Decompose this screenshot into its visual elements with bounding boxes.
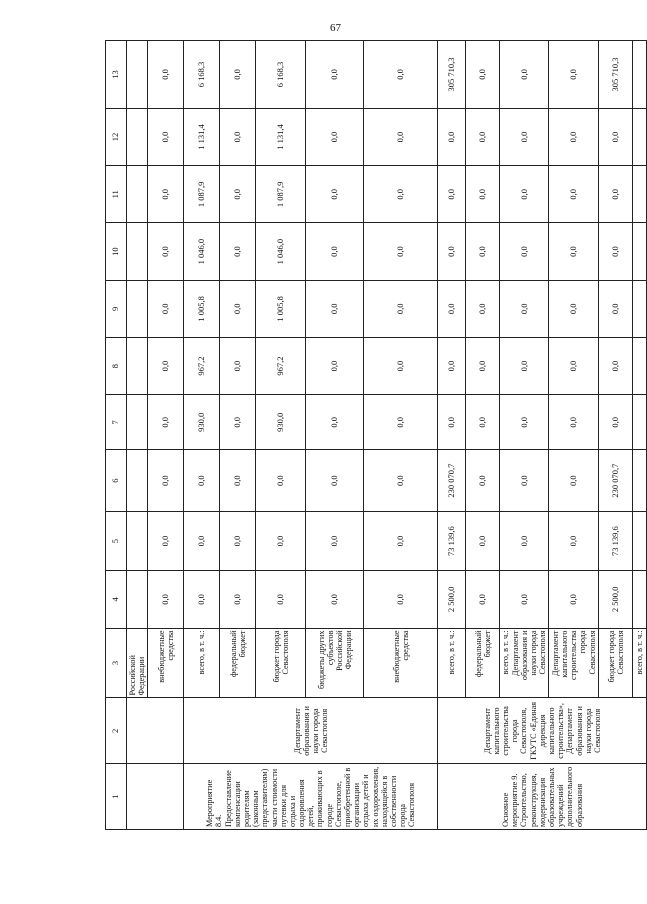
page-number: 67 [330,22,341,34]
value-cell: 0,0 [466,280,500,337]
value-cell: 1 005,8 [184,280,220,337]
value-cell: 0,0 [599,108,633,165]
value-cell: 0,0 [256,450,306,512]
value-cell: 0,0 [220,108,256,165]
value-cell: 0,0 [364,41,438,109]
value-cell: 0,0 [148,108,184,165]
value-cell: 2 500,0 [438,571,466,628]
empty-cell [127,764,184,830]
value-cell: 0,0 [500,41,549,109]
value-cell: 967,2 [184,337,220,394]
budget-table [105,40,647,830]
event-name-cell: Мероприятие 8.4. Предоставление компенсации родителям (законным представителям) части стоимости путевки для отдыха и оздоровления детей, проживающих в городе Севастополе, приобретенной в организации отдыха детей и их оздоровления, находящейся в собственности города Севастополя [184,764,438,830]
value-cell: 0,0 [184,571,220,628]
value-cell: 0,0 [438,166,466,223]
value-cell: 305 710,3 [438,41,466,109]
value-cell: 73 139,6 [599,511,633,570]
value-cell: 0,0 [549,511,599,570]
value-cell: 0,0 [466,337,500,394]
value-cell: 0,0 [220,571,256,628]
value-cell: 1 005,8 [256,280,306,337]
value-cell: 0,0 [549,337,599,394]
value-cell: 0,0 [549,108,599,165]
source-cell: всего, в т. ч.: [438,628,466,698]
value-cell: 1 087,9 [256,166,306,223]
value-cell: 1 087,9 [184,166,220,223]
value-cell: 0,0 [364,223,438,280]
value-cell: 0,0 [549,571,599,628]
value-cell: 0,0 [306,395,364,450]
value-cell: 0,0 [306,280,364,337]
header-col-7: 7 [106,395,127,450]
value-cell: 0,0 [306,223,364,280]
source-cell: Департамент капитального строительства города Севастополя [549,628,599,698]
value-cell: 930,0 [184,395,220,450]
header-col-10: 10 [106,223,127,280]
value-cell: 0,0 [549,223,599,280]
value-cell: 0,0 [466,511,500,570]
value-cell: 0,0 [220,280,256,337]
value-cell: 1 131,4 [256,108,306,165]
value-cell: 0,0 [438,395,466,450]
value-cell: 0,0 [220,337,256,394]
value-cell: 0,0 [599,223,633,280]
budget-table-rotated [105,40,645,830]
value-cell: 0,0 [599,280,633,337]
header-col-12: 12 [106,108,127,165]
value-cell: 73 139,6 [438,511,466,570]
source-cell: бюджет города Севастополя [599,628,633,698]
value-cell: 0,0 [438,108,466,165]
value-cell: 0,0 [438,223,466,280]
value-cell: 0,0 [466,166,500,223]
source-cell: федеральный бюджет [220,628,256,698]
executor-cell: Департамент капитального строительства города Севастополя, ГКУТС «Единая дирекция капитального строительства», Департамент образования и науки города Севастополя [438,698,647,764]
value-cell: 0,0 [599,337,633,394]
value-cell: 0,0 [549,395,599,450]
value-cell: 0,0 [549,166,599,223]
source-cell: Российской Федерации [127,628,148,698]
value-cell: 0,0 [148,395,184,450]
value-cell: 0,0 [466,223,500,280]
header-col-6: 6 [106,450,127,512]
value-cell: 0,0 [364,337,438,394]
value-cell: 0,0 [500,511,549,570]
header-col-9: 9 [106,280,127,337]
table-row [127,41,148,830]
value-cell: 0,0 [220,41,256,109]
value-cell: 0,0 [306,511,364,570]
value-cell: 967,2 [256,337,306,394]
value-cell: 0,0 [148,223,184,280]
header-col-1: 1 [106,764,127,830]
value-cell: 0,0 [500,450,549,512]
value-cell: 0,0 [599,166,633,223]
value-cell: 0,0 [500,337,549,394]
value-cell: 0,0 [466,108,500,165]
header-col-13: 13 [106,41,127,109]
source-cell: бюджеты других субъектов Российской Федерации [306,628,364,698]
header-col-8: 8 [106,337,127,394]
source-cell: всего, в т. ч.: [184,628,220,698]
value-cell: 0,0 [148,571,184,628]
value-cell: 0,0 [148,511,184,570]
value-cell: 0,0 [148,337,184,394]
value-cell: 0,0 [306,41,364,109]
value-cell: 6 168,3 [184,41,220,109]
value-cell: 1 046,0 [184,223,220,280]
value-cell: 0,0 [306,108,364,165]
value-cell: 0,0 [364,395,438,450]
value-cell: 0,0 [549,41,599,109]
value-cell: 0,0 [549,450,599,512]
value-cell: 0,0 [438,280,466,337]
value-cell: 0,0 [364,450,438,512]
value-cell: 0,0 [306,450,364,512]
value-cell: 305 710,3 [599,41,633,109]
value-cell: 0,0 [184,511,220,570]
source-cell: внебюджетные средства [364,628,438,698]
value-cell: 0,0 [256,571,306,628]
value-cell: 0,0 [148,280,184,337]
value-cell: 0,0 [500,280,549,337]
header-col-3: 3 [106,628,127,698]
value-cell: 0,0 [599,395,633,450]
value-cell: 0,0 [148,41,184,109]
source-cell: внебюджетные средства [148,628,184,698]
value-cell: 0,0 [220,166,256,223]
header-col-2: 2 [106,698,127,764]
value-cell: 0,0 [438,337,466,394]
value-cell: 0,0 [500,166,549,223]
value-cell: 0,0 [306,166,364,223]
value-cell: 230 070,7 [599,450,633,512]
header-row [106,41,127,830]
value-cell: 0,0 [500,223,549,280]
header-col-4: 4 [106,571,127,628]
header-col-11: 11 [106,166,127,223]
value-cell: 0,0 [220,511,256,570]
value-cell: 0,0 [364,511,438,570]
source-cell: бюджет города Севастополя [256,628,306,698]
value-cell: 0,0 [466,450,500,512]
value-cell: 0,0 [364,108,438,165]
value-cell: 0,0 [364,166,438,223]
source-cell: федеральный бюджет [466,628,500,698]
value-cell: 0,0 [306,337,364,394]
value-cell: 0,0 [549,280,599,337]
value-cell: 0,0 [364,280,438,337]
executor-cell: Департамент образования и науки города Севастополя [184,698,438,764]
value-cell: 6 168,3 [256,41,306,109]
value-cell: 0,0 [306,571,364,628]
value-cell: 0,0 [220,223,256,280]
table-row [438,41,466,830]
header-col-5: 5 [106,511,127,570]
value-cell: 0,0 [148,450,184,512]
value-cell: 0,0 [466,571,500,628]
source-cell: всего, в т. ч.: [633,628,647,698]
value-cell: 1 131,4 [184,108,220,165]
value-cell: 0,0 [184,450,220,512]
value-cell: 0,0 [500,108,549,165]
table-row [184,41,220,830]
value-cell: 0,0 [364,571,438,628]
value-cell: 0,0 [500,571,549,628]
value-cell: 230 070,7 [438,450,466,512]
empty-cell [127,698,184,764]
value-cell: 0,0 [500,395,549,450]
value-cell: 0,0 [256,511,306,570]
value-cell: 0,0 [148,166,184,223]
value-cell: 0,0 [466,41,500,109]
value-cell: 0,0 [466,395,500,450]
value-cell: 2 500,0 [599,571,633,628]
value-cell: 930,0 [256,395,306,450]
value-cell: 0,0 [220,450,256,512]
event-name-cell: Основное мероприятие 9. Строительство, реконструкция, модернизация образовательных учреждений дополнительного образования [438,764,647,830]
value-cell: 1 046,0 [256,223,306,280]
value-cell: 0,0 [220,395,256,450]
source-cell: всего, в т. ч.: Департамент образования и науки города Севастополя [500,628,549,698]
